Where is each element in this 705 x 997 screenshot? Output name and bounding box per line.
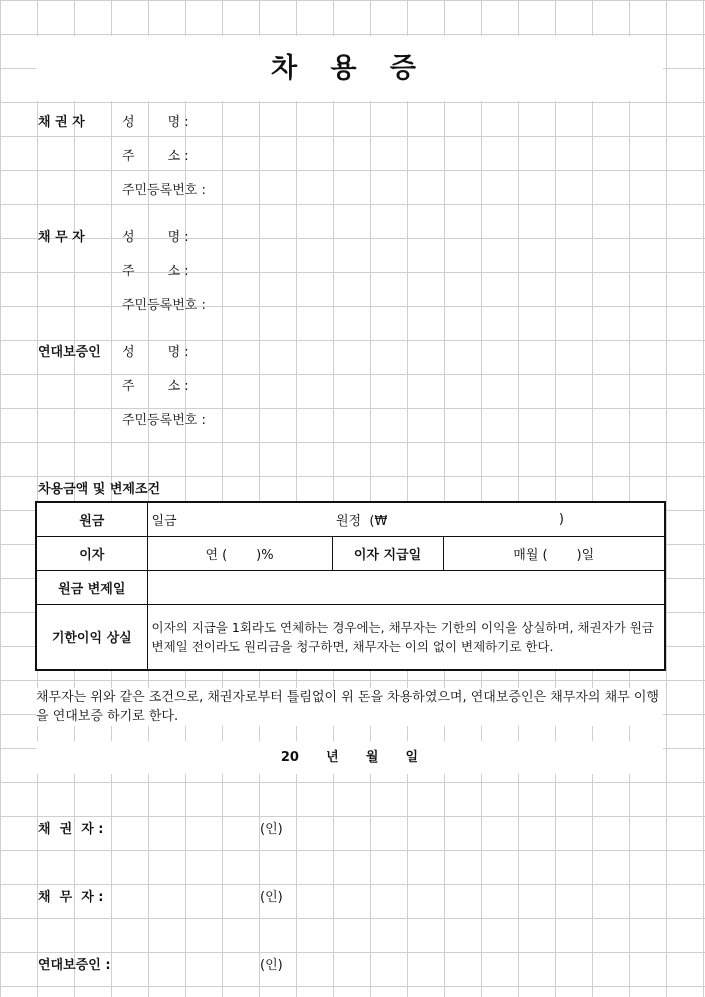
guarantor-id-label: 주민등록번호 : bbox=[122, 413, 206, 428]
agreement-text: 채무자는 위와 같은 조건으로, 채권자로부터 틀림없이 위 돈을 차용하였으며, 연대보증인은 채무자의 채무 이행을 연대보증 하기로 한다. bbox=[36, 688, 663, 726]
creditor-seal[interactable]: (인) bbox=[260, 822, 283, 837]
debtor-label: 채 무 자 bbox=[38, 230, 85, 245]
terms-table bbox=[35, 501, 666, 671]
interest-pay-value[interactable]: 매월 ( )일 bbox=[443, 536, 665, 570]
creditor-address-label: 주 소 : bbox=[122, 149, 189, 164]
principal-won: 원정 (₩ bbox=[332, 502, 443, 536]
acceleration-row bbox=[36, 604, 665, 670]
principal-close: ) bbox=[443, 502, 665, 536]
interest-pay-label: 이자 지급일 bbox=[332, 536, 443, 570]
document-title: 차 용 증 bbox=[36, 36, 663, 101]
principal-row bbox=[36, 502, 665, 536]
date-line: 20 년 월 일 bbox=[36, 741, 663, 774]
creditor-label: 채 권 자 bbox=[38, 115, 85, 130]
creditor-name-label: 성 명 : bbox=[122, 115, 189, 130]
acceleration-label: 기한이익 상실 bbox=[36, 604, 147, 670]
repay-date-label: 원금 변제일 bbox=[36, 570, 147, 604]
creditor-id-label: 주민등록번호 : bbox=[122, 183, 206, 198]
guarantor-seal[interactable]: (인) bbox=[260, 958, 283, 973]
acceleration-text: 이자의 지급을 1회라도 연체하는 경우에는, 채무자는 기한의 이익을 상실하며, 채권자가 원금 변제일 전이라도 원리금을 청구하면, 채무자는 이의 없이 변제하기로 한다. bbox=[147, 604, 665, 670]
interest-label: 이자 bbox=[36, 536, 147, 570]
guarantor-address-label: 주 소 : bbox=[122, 379, 189, 394]
debtor-address-label: 주 소 : bbox=[122, 264, 189, 279]
repay-date-value[interactable] bbox=[147, 570, 665, 604]
guarantor-label: 연대보증인 bbox=[38, 345, 101, 360]
section-title: 차용금액 및 변제조건 bbox=[38, 482, 161, 497]
principal-amount-prefix[interactable]: 일금 bbox=[147, 502, 332, 536]
repay-date-row bbox=[36, 570, 665, 604]
interest-value[interactable]: 연 ( )% bbox=[147, 536, 332, 570]
creditor-signature-label: 채 권 자 : bbox=[38, 822, 104, 837]
debtor-seal[interactable]: (인) bbox=[260, 890, 283, 905]
interest-row bbox=[36, 536, 665, 570]
guarantor-signature-label: 연대보증인 : bbox=[38, 958, 111, 973]
debtor-id-label: 주민등록번호 : bbox=[122, 298, 206, 313]
debtor-signature-label: 채 무 자 : bbox=[38, 890, 104, 905]
principal-label: 원금 bbox=[36, 502, 147, 536]
guarantor-name-label: 성 명 : bbox=[122, 345, 189, 360]
debtor-name-label: 성 명 : bbox=[122, 230, 189, 245]
